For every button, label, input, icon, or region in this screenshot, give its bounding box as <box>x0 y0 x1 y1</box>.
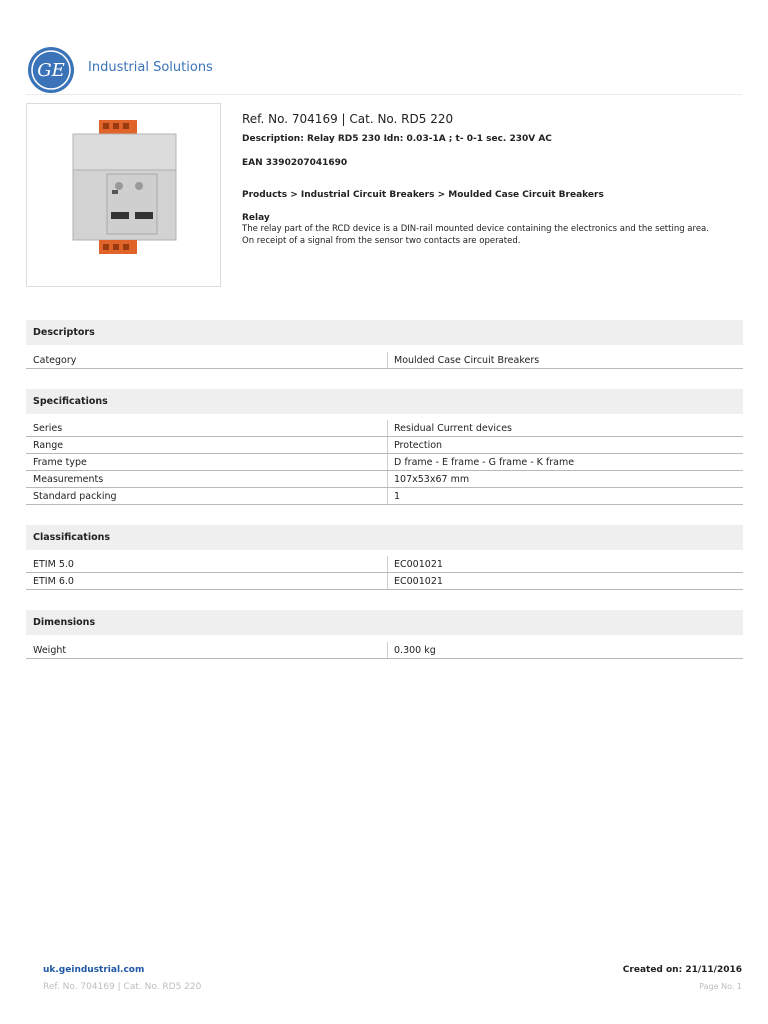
row-divider <box>387 420 388 436</box>
row-divider <box>387 488 388 504</box>
table-row <box>26 352 743 369</box>
row-value: D frame - E frame - G frame - K frame <box>394 457 575 468</box>
svg-text:GE: GE <box>37 60 65 81</box>
row-divider <box>387 573 388 589</box>
dimensions-header: Dimensions <box>26 610 743 635</box>
row-divider <box>387 471 388 487</box>
relay-text-1: The relay part of the RCD device is a DIN-rail mounted device containing the electronics and the setting area. <box>242 224 709 234</box>
ge-logo-icon <box>26 45 76 95</box>
relay-device-icon <box>67 118 182 268</box>
specifications-header: Specifications <box>26 389 743 414</box>
breadcrumb[interactable]: Products > Industrial Circuit Breakers > Moulded Case Circuit Breakers <box>242 190 604 200</box>
table-row <box>26 573 743 590</box>
row-value: Residual Current devices <box>394 423 512 434</box>
row-divider <box>387 454 388 470</box>
relay-text-2: On receipt of a signal from the sensor two contacts are operated. <box>242 236 521 246</box>
row-divider <box>387 642 388 658</box>
row-value: 1 <box>394 491 401 502</box>
row-key: Weight <box>33 645 67 656</box>
row-value: 107x53x67 mm <box>394 474 470 485</box>
product-image <box>26 103 221 287</box>
table-row <box>26 556 743 573</box>
product-description: Description: Relay RD5 230 Idn: 0.03-1A ; t- 0-1 sec. 230V AC <box>242 134 552 144</box>
row-key: Measurements <box>33 474 104 485</box>
table-row <box>26 454 743 471</box>
row-key: Series <box>33 423 63 434</box>
row-value: EC001021 <box>394 559 443 570</box>
row-key: Standard packing <box>33 491 117 502</box>
product-ean: EAN 3390207041690 <box>242 158 348 168</box>
row-key: Frame type <box>33 457 87 468</box>
table-row <box>26 488 743 505</box>
table-row <box>26 437 743 454</box>
footer-ref: Ref. No. 704169 | Cat. No. RD5 220 <box>43 982 202 992</box>
row-value: Protection <box>394 440 443 451</box>
product-title: Ref. No. 704169 | Cat. No. RD5 220 <box>242 112 454 126</box>
row-divider <box>387 352 388 368</box>
row-key: Category <box>33 355 77 366</box>
table-row <box>26 420 743 437</box>
row-key: Range <box>33 440 64 451</box>
table-row <box>26 642 743 659</box>
relay-title: Relay <box>242 213 270 223</box>
row-value: Moulded Case Circuit Breakers <box>394 355 540 366</box>
table-row <box>26 471 743 488</box>
row-key: ETIM 6.0 <box>33 576 74 587</box>
row-value: EC001021 <box>394 576 443 587</box>
website-link[interactable]: uk.geindustrial.com <box>43 965 145 975</box>
brand-name: Industrial Solutions <box>88 60 213 75</box>
row-value: 0.300 kg <box>394 645 436 656</box>
row-key: ETIM 5.0 <box>33 559 74 570</box>
row-divider <box>387 556 388 572</box>
page-header <box>26 45 742 95</box>
page-number: Page No. 1 <box>699 982 742 991</box>
descriptors-header: Descriptors <box>26 320 743 345</box>
classifications-header: Classifications <box>26 525 743 550</box>
product-info <box>242 112 742 247</box>
created-date: Created on: 21/11/2016 <box>622 965 742 975</box>
row-divider <box>387 437 388 453</box>
